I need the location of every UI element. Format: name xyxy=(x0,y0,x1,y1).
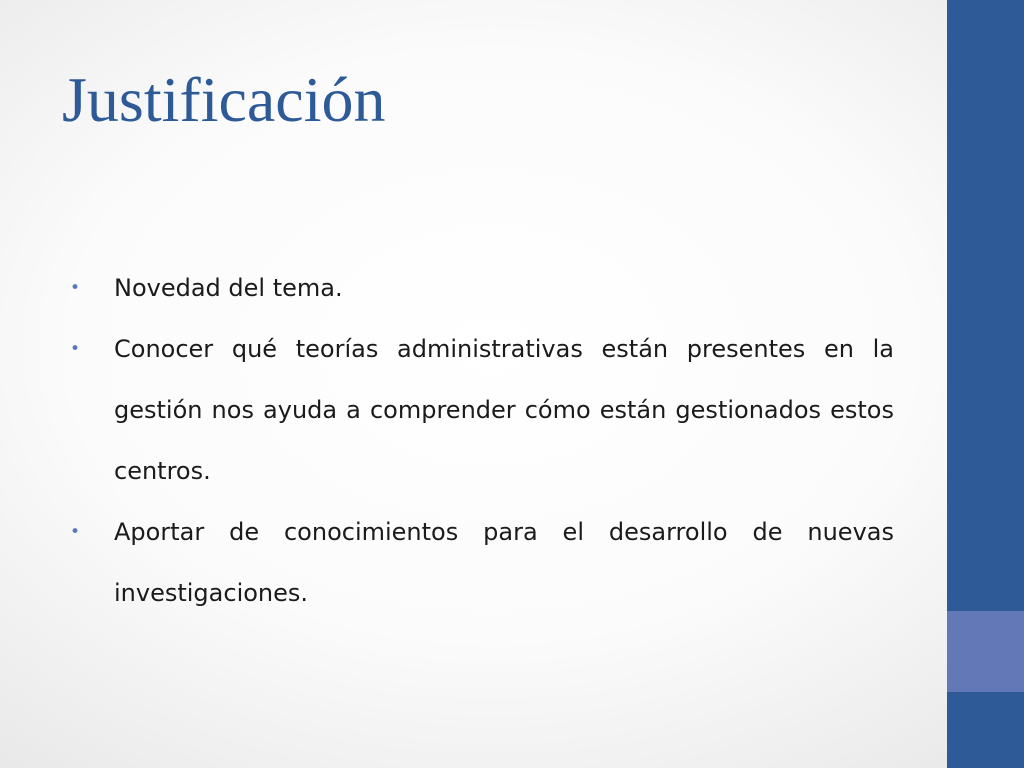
slide-title: Justificación xyxy=(62,64,386,135)
side-bar-bottom xyxy=(947,692,1024,768)
bullet-text: Conocer qué teorías administrativas están presentes en la gestión nos ayuda a comprender cómo están gestionados estos centros. xyxy=(114,335,894,485)
bullet-icon: • xyxy=(70,522,81,542)
bullet-text: Aportar de conocimientos para el desarrollo de nuevas investigaciones. xyxy=(114,518,894,607)
bullet-item xyxy=(70,258,894,319)
bullet-text: Novedad del tema. xyxy=(114,274,343,302)
side-bar-top xyxy=(947,0,1024,611)
side-bar-accent xyxy=(947,611,1024,692)
bullet-icon: • xyxy=(70,278,81,298)
bullet-item xyxy=(70,319,894,502)
bullet-icon: • xyxy=(70,339,81,359)
bullet-list xyxy=(70,258,894,624)
bullet-item xyxy=(70,502,894,624)
